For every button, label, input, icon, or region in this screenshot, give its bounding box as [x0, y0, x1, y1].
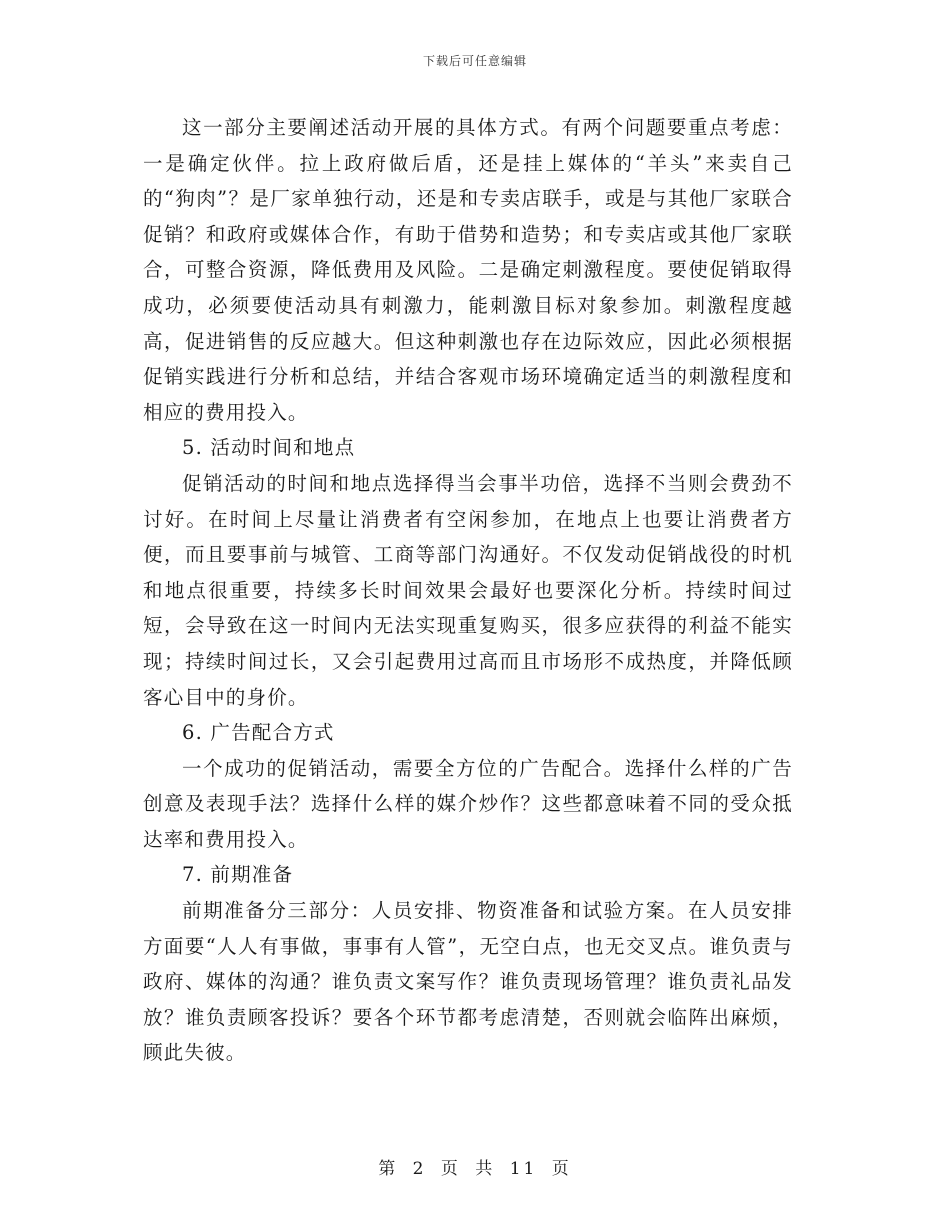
- section-heading-time-location: 5. 活动时间和地点: [182, 436, 356, 460]
- paragraph-time-location: 促销活动的时间和地点选择得当会事半功倍，选择不当则会费劲不讨好。在时间上尽量让消费者有空闲参加，在地点上也要让消费者方便，而且要事前与城管、工商等部门沟通好。不仅发动促销战役的时机和地点很重要，持续多长时间效果会最好也要深化分析。持续时间过短，会导致在这一时间内无法实现重复购买，很多应获得的利益不能实现；持续时间过长，又会引起费用过高而且市场形不成热度，并降低顾客心目中的身价。: [143, 471, 793, 709]
- paragraph-advertising: 一个成功的促销活动，需要全方位的广告配合。选择什么样的广告创意及表现手法？选择什么样的媒介炒作？这些都意味着不同的受众抵达率和费用投入。: [143, 756, 793, 851]
- section-heading-preparation: 7. 前期准备: [182, 863, 294, 887]
- page-header: 下载后可任意编辑: [422, 54, 527, 68]
- document-body: [143, 110, 793, 1071]
- paragraph-activity-method: 这一部分主要阐述活动开展的具体方式。有两个问题要重点考虑：一是确定伙伴。拉上政府做后盾，还是挂上媒体的“羊头”来卖自己的“狗肉”？是厂家单独行动，还是和专卖店联手，或是与其他厂家联合促销？和政府或媒体合作，有助于借势和造势；和专卖店或其他厂家联合，可整合资源，降低费用及风险。二是确定刺激程度。要使促销取得成功，必须要使活动具有刺激力，能刺激目标对象参加。刺激程度越高，促进销售的反应越大。但这种刺激也存在边际效应，因此必须根据促销实践进行分析和总结，并结合客观市场环境确定适当的刺激程度和相应的费用投入。: [143, 116, 793, 424]
- paragraph-preparation: 前期准备分三部分：人员安排、物资准备和试验方案。在人员安排方面要“人人有事做，事事有人管”，无空白点，也无交叉点。谁负责与政府、媒体的沟通？谁负责文案写作？谁负责现场管理？谁负责礼品发放？谁负责顾客投诉？要各个环节都考虑清楚，否则就会临阵出麻烦，顾此失彼。: [143, 899, 793, 1065]
- page-number-footer: 第 2 页 共 11 页: [378, 1159, 572, 1179]
- section-heading-advertising: 6. 广告配合方式: [182, 721, 335, 745]
